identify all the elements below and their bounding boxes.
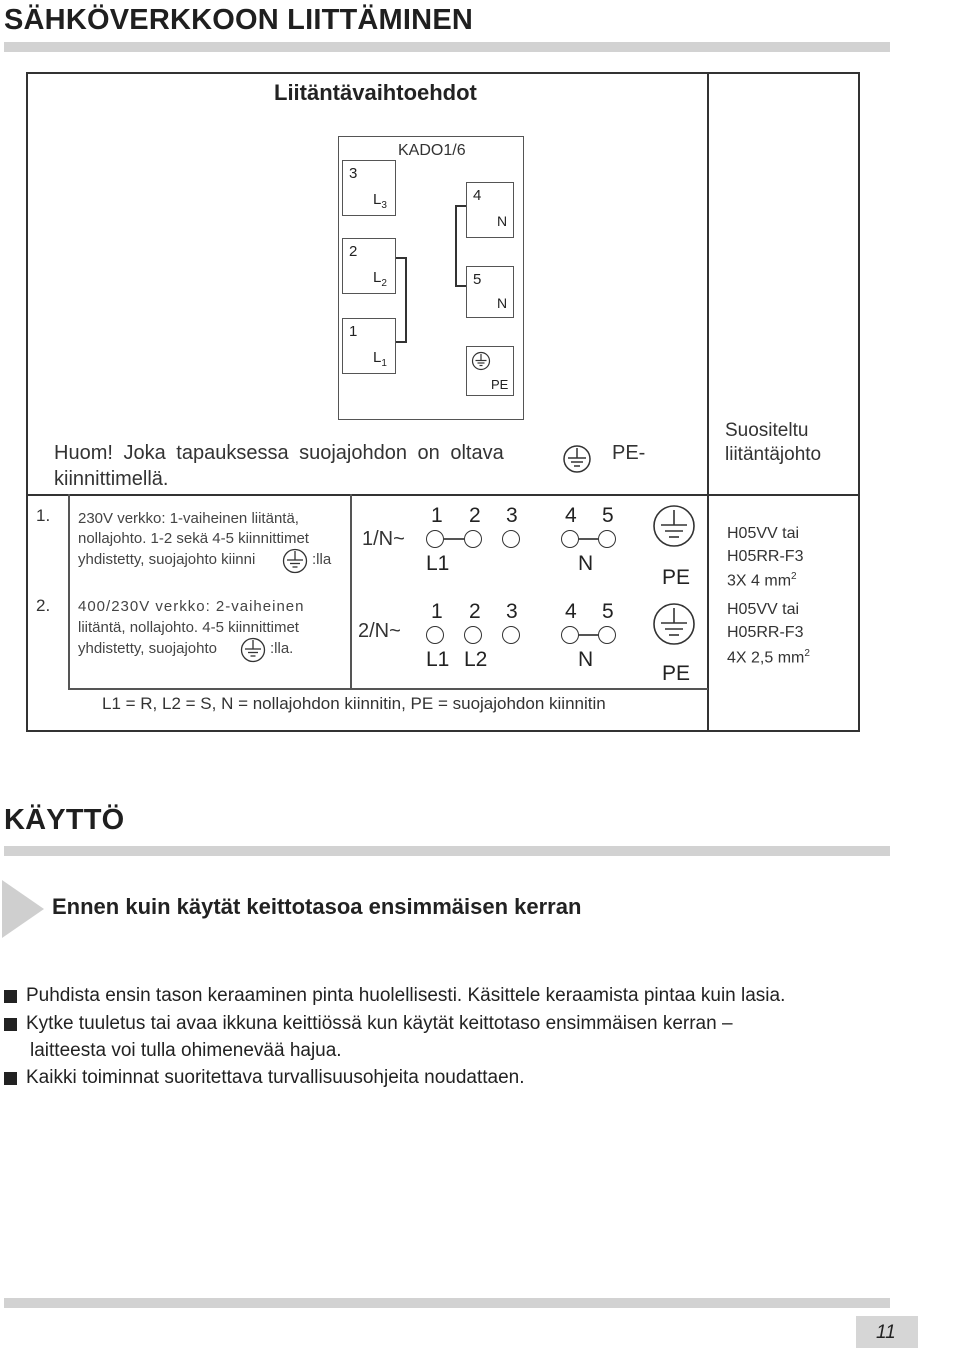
option-1-desc-line3a: yhdistetty, suojajohto kiinni [78,551,256,568]
usage-bullet-3: Kaikki toiminnat suoritettava turvallisuusohjeita noudattaen. [26,1067,525,1088]
option-1-desc-line3b: :lla [312,551,332,568]
option-2-desc-line3b: :lla. [270,640,294,657]
terminal-3: 3 $L_3$ [342,160,396,216]
opt2-group-N: N [578,648,594,671]
option-2-type: 2/N~ [358,620,401,642]
usage-bullet-2-continuation: laitteesta voi tulla ohimenevää hajua. [30,1040,342,1061]
opt1-group-L1: L1 [426,552,450,575]
opt2-num-1: 1 [431,600,443,623]
header-divider [26,494,860,496]
opt1-group-N: N [578,552,594,575]
recommended-header-line1: Suositeltu [725,420,809,441]
ground-icon [652,602,696,646]
opt1-terminal-2 [464,530,482,548]
opt2-terminal-3 [502,626,520,644]
opt2-cable-line2: H05RR-F3 [727,624,804,641]
opt2-num-3: 3 [506,600,518,623]
note-pe-label: PE- [612,442,646,464]
ground-icon [282,548,308,574]
opt2-terminal-1 [426,626,444,644]
ground-icon [240,637,266,663]
opt1-cable-line1: H05VV tai [727,525,800,542]
play-arrow-icon [2,880,44,938]
opt1-num-2: 2 [469,504,481,527]
terminal-block-label: KADO1/6 [398,142,466,159]
diagram-heading: Liitäntävaihtoehdot [274,80,477,105]
usage-underline-bar [4,846,890,856]
opt2-group-L2: L2 [464,648,488,671]
terminal-4: 4 N [466,182,514,238]
opt1-cable-line2: H05RR-F3 [727,548,804,565]
section-title-usage: KÄYTTÖ [4,804,125,836]
note-text-line2: kiinnittimellä. [54,468,169,490]
footer-bar [4,1298,890,1308]
number-column-divider [68,494,70,690]
terminal-pe: PE [466,346,514,396]
terminal-2: 2 $L_2$ [342,238,396,294]
terminal-bridge-wires [338,136,524,420]
opt2-terminal-4 [561,626,579,644]
bullet-square-icon [4,1018,17,1031]
terminal-1: 1 $L_1$ [342,318,396,374]
option-1-desc-line1: 230V verkko: 1-vaiheinen liitäntä, [78,510,299,527]
diagram-legend: L1 = R, L2 = S, N = nollajohdon kiinnitin, PE = suojajohdon kiinnitin [102,694,606,713]
ground-icon [652,504,696,548]
page-number: 11 [876,1322,896,1343]
opt2-num-2: 2 [469,600,481,623]
opt2-cable-line1: H05VV tai [727,601,800,618]
note-text-line1: Huom! Joka tapauksessa suojajohdon on oltava [54,442,504,464]
opt1-bridge-4-5 [579,538,598,540]
opt1-bridge-1-2 [444,538,464,540]
option-1-desc-line2: nollajohto. 1-2 sekä 4-5 kiinnittimet [78,530,309,547]
usage-bullet-1: Puhdista ensin tason keraaminen pinta huolellisesti. Käsittele keraamista pintaa kuin lasia. [26,985,786,1006]
bullet-square-icon [4,990,17,1003]
terminal-5: 5 N [466,266,514,318]
opt1-terminal-3 [502,530,520,548]
option-2-desc-line1: 400/230V verkko: 2-vaiheinen [78,598,305,615]
title-underline-bar [4,42,890,52]
opt1-num-4: 4 [565,504,577,527]
opt2-pe-label: PE [662,662,691,685]
section-title-connection: SÄHKÖVERKKOON LIITTÄMINEN [4,4,473,36]
legend-divider [70,688,708,690]
opt2-bridge-4-5 [579,634,598,636]
recommended-column-divider [707,72,709,732]
option-1-number: 1. [36,506,51,525]
option-2-desc-line3a: yhdistetty, suojajohto [78,640,217,657]
option-2-number: 2. [36,596,51,615]
opt2-group-L1: L1 [426,648,450,671]
description-column-divider [350,494,352,690]
option-1-type: 1/N~ [362,528,405,550]
opt2-num-4: 4 [565,600,577,623]
opt1-pe-label: PE [662,566,691,589]
opt1-terminal-4 [561,530,579,548]
opt1-num-5: 5 [602,504,614,527]
opt1-num-1: 1 [431,504,443,527]
opt1-terminal-1 [426,530,444,548]
usage-bullet-2: Kytke tuuletus tai avaa ikkuna keittiössä kun käytät keittotaso ensimmäisen kerran – [26,1013,733,1034]
opt2-terminal-2 [464,626,482,644]
opt1-terminal-5 [598,530,616,548]
opt1-num-3: 3 [506,504,518,527]
usage-subheading: Ennen kuin käytät keittotasoa ensimmäisen kerran [52,894,582,919]
opt2-terminal-5 [598,626,616,644]
recommended-header-line2: liitäntäjohto [725,444,822,465]
bullet-square-icon [4,1072,17,1085]
option-2-desc-line2: liitäntä, nollajohto. 4-5 kiinnittimet [78,619,299,636]
ground-icon [562,444,592,474]
opt2-num-5: 5 [602,600,614,623]
opt2-cable-line3: 4X 2,5 mm [727,649,805,667]
opt1-cable-line3: 3X 4 mm [727,572,792,590]
